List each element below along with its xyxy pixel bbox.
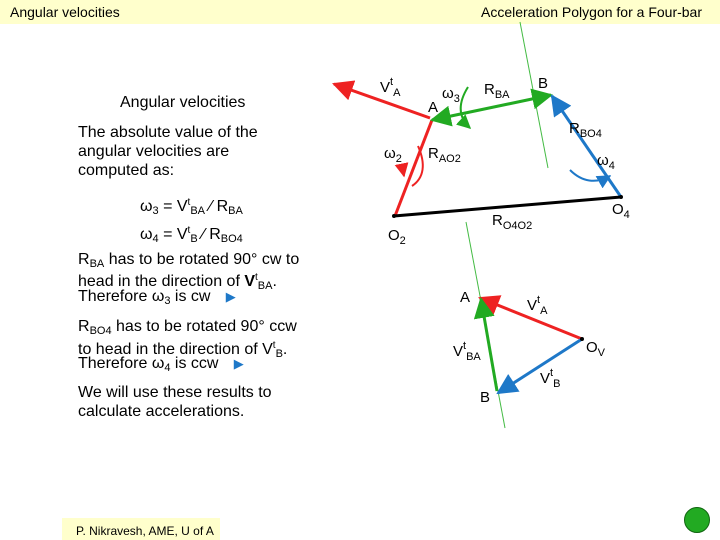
polygon-label-ov: $O_V$	[586, 339, 606, 359]
ground-link	[394, 197, 621, 216]
intro-line-2: angular velocities are	[78, 143, 230, 160]
label-omega2: $\omega_2$	[384, 145, 402, 165]
origin-ov	[580, 337, 584, 341]
equation-omega4: $\omega_4 = V^t_B$ ∕ $R_{BO4}$	[140, 225, 243, 245]
equation-omega3: $\omega_3 = V^t_{BA}$ ∕ $R_{BA}$	[140, 197, 243, 217]
footer-credit: P. Nikravesh, AME, U of A	[76, 524, 214, 538]
label-o4: $O_4$	[612, 201, 630, 221]
polygon-label-vta: $V^t_A$	[527, 294, 548, 317]
cw-indicator-icon: ▶	[214, 289, 236, 304]
label-omega4: $\omega_4$	[597, 152, 615, 172]
para2-line-1: $R_{BO4}$ has to be rotated 90° ccw	[78, 318, 297, 337]
intro-line-3: computed as:	[78, 162, 175, 179]
para1-line-2: head in the direction of $V^t_{BA}$.	[78, 272, 277, 292]
para2-line-2: to head in the direction of $V^t_B$.	[78, 340, 288, 360]
omega3-arc-icon	[461, 87, 470, 128]
polygon-label-vtb: $V^t_B$	[540, 367, 561, 390]
omega2-arrow-icon	[402, 166, 404, 176]
intro-line-1: The absolute value of the	[78, 124, 258, 141]
link-o2a	[395, 120, 432, 216]
label-rbo4: $R_{BO4}$	[569, 120, 602, 140]
link-bo4	[552, 96, 621, 197]
polygon-labels	[453, 289, 606, 406]
para1-line-1: $R_{BA}$ has to be rotated 90° cw to	[78, 251, 300, 270]
label-a: A	[428, 99, 439, 116]
header-right-title: Acceleration Polygon for a Four-bar	[481, 4, 702, 20]
para1-line-3: Therefore $\omega_3$ is cw ▶	[78, 288, 236, 307]
footer-credit-box	[62, 518, 220, 540]
next-slide-button[interactable]	[684, 507, 710, 533]
label-o2: $O_2$	[388, 227, 406, 247]
polygon-label-vtba: $V^t_{BA}$	[453, 340, 481, 363]
polygon-label-b: B	[480, 389, 491, 406]
label-ro4o2: $R_{O4O2}$	[492, 212, 533, 232]
polygon-label-a: A	[460, 289, 471, 306]
label-omega3: $\omega_3$	[442, 85, 460, 105]
header-left-title: Angular velocities	[10, 4, 120, 20]
ccw-indicator-icon: ▶	[222, 356, 244, 371]
joint-o2	[392, 214, 396, 218]
para3-line-1: We will use these results to	[78, 384, 272, 401]
para2-line-3: Therefore $\omega_4$ is ccw ▶	[78, 355, 244, 374]
section-title: Angular velocities	[120, 94, 246, 111]
label-b: B	[538, 75, 549, 92]
label-vta: $V^t_A$	[380, 76, 401, 99]
joint-o4	[619, 195, 623, 199]
polygon-vtba	[481, 299, 497, 391]
label-rao2: $R_{AO2}$	[428, 145, 461, 165]
para3-line-2: calculate accelerations.	[78, 403, 245, 420]
label-rba: $R_{BA}$	[484, 81, 510, 101]
